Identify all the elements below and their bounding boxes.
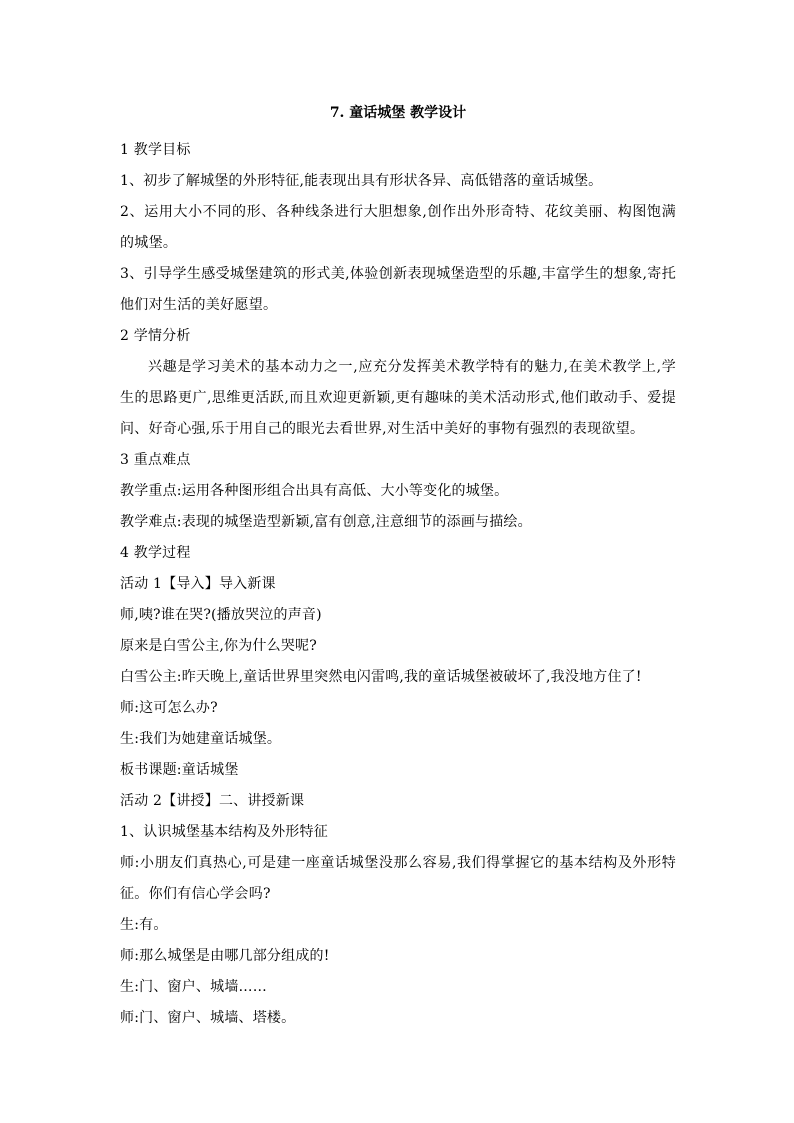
section-heading-process: 4 教学过程 [120, 545, 191, 561]
activity-heading: 活动 1【导入】导入新课 [120, 576, 276, 592]
objective-item: 1、初步了解城堡的外形特征,能表现出具有形状各异、高低错落的童话城堡。 [120, 173, 603, 189]
difficult-point-text: 教学难点:表现的城堡造型新颖,富有创意,注意细节的添画与描绘。 [120, 514, 532, 530]
key-point-text: 教学重点:运用各种图形组合出具有高低、大小等变化的城堡。 [120, 483, 509, 499]
dialogue-line: 生:我们为她建童话城堡。 [120, 731, 282, 747]
section-heading-objectives: 1 教学目标 [120, 142, 191, 158]
section-heading-analysis: 2 学情分析 [120, 328, 191, 344]
analysis-paragraph: 兴趣是学习美术的基本动力之一,应充分发挥美术教学特有的魅力,在美术教学上,学生的思路更广,思维更活跃,而且欢迎更新颖,更有趣味的美术活动形式,他们敢动手、爱提问、好奇心强,乐于用自己的眼光去看世界,对生活中美好的事物有强烈的表现欲望。 [120, 359, 676, 437]
subsection-heading: 1、认识城堡基本结构及外形特征 [120, 824, 328, 840]
dialogue-line: 生:门、窗户、城墙…… [120, 979, 267, 995]
dialogue-line: 师:小朋友们真热心,可是建一座童话城堡没那么容易,我们得掌握它的基本结构及外形特征。你们有信心学会吗? [120, 855, 676, 902]
dialogue-line: 师:那么城堡是由哪几部分组成的! [120, 948, 330, 964]
dialogue-line: 师,咦?谁在哭?(播放哭泣的声音) [120, 607, 322, 623]
dialogue-line: 板书课题:童话城堡 [120, 762, 239, 778]
dialogue-line: 白雪公主:昨天晚上,童话世界里突然电闪雷鸣,我的童话城堡被破坏了,我没地方住了! [120, 669, 642, 685]
dialogue-line: 师:门、窗户、城墙、塔楼。 [120, 1010, 296, 1026]
dialogue-line: 师:这可怎么办? [120, 700, 218, 716]
dialogue-line: 原来是白雪公主,你为什么哭呢? [120, 638, 317, 654]
section-heading-key-points: 3 重点难点 [120, 452, 191, 468]
document-title: 7. 童话城堡 教学设计 [329, 105, 467, 121]
objective-item: 2、运用大小不同的形、各种线条进行大胆想象,创作出外形奇特、花纹美丽、构图饱满的城堡。 [120, 204, 676, 251]
activity-heading: 活动 2【讲授】二、讲授新课 [120, 793, 305, 809]
document-body [120, 103, 676, 1034]
dialogue-line: 生:有。 [120, 917, 168, 933]
objective-item: 3、引导学生感受城堡建筑的形式美,体验创新表现城堡造型的乐趣,丰富学生的想象,寄托他们对生活的美好愿望。 [120, 266, 676, 313]
